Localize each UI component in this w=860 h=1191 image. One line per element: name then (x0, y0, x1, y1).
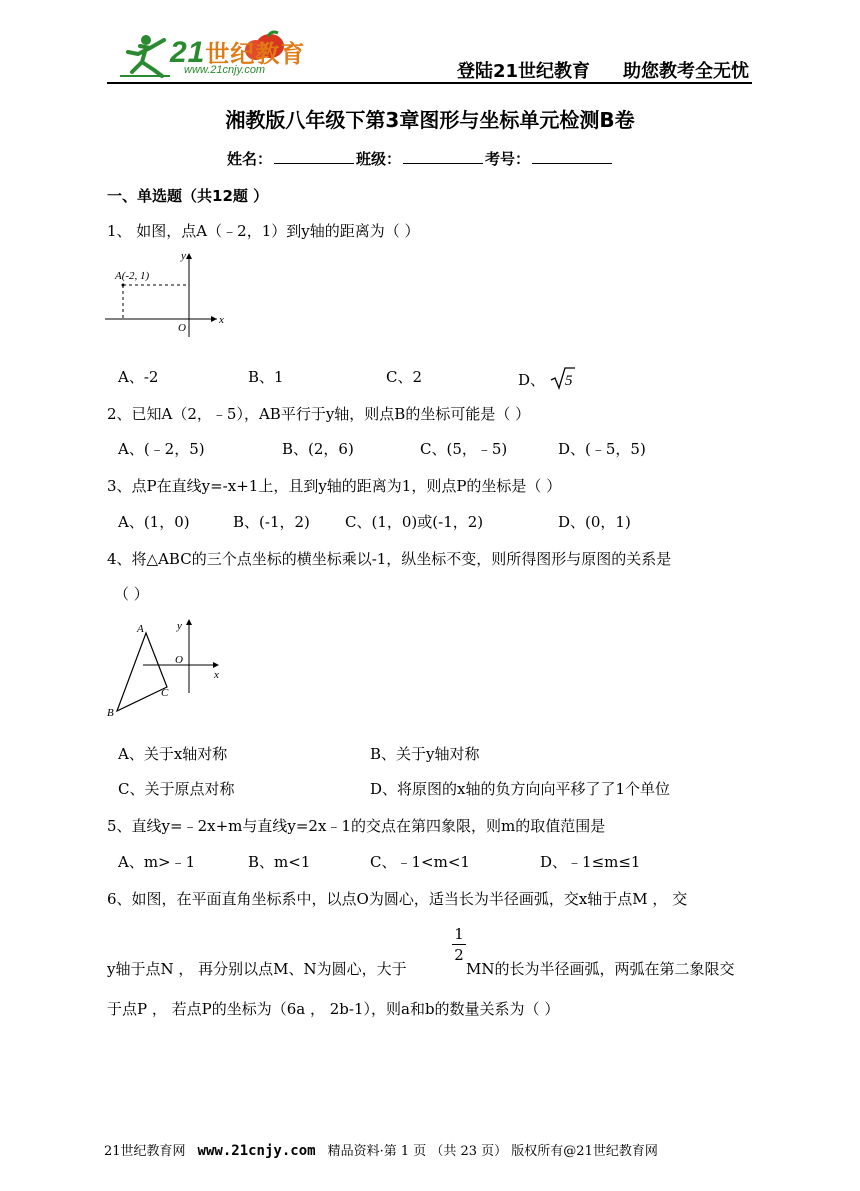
question-5: 5、直线y=﹣2x+m与直线y=2x﹣1的交点在第四象限，则m的取值范围是 (107, 817, 606, 835)
q5-option-d[interactable]: D、﹣1≤m≤1 (540, 853, 641, 871)
section-heading: 一、单选题（共12题 ） (107, 187, 269, 205)
q4-point-a-label: A (137, 623, 144, 635)
q5-option-a[interactable]: A、m>﹣1 (118, 853, 196, 871)
question-6-line-2a: y轴于点N ， 再分别以点M、N为圆心，大于 (107, 960, 407, 978)
q4-figure (105, 615, 230, 720)
logo-wordmark: 21世纪教育 (170, 36, 306, 69)
q2-option-d[interactable]: D、(﹣5，5) (558, 440, 646, 458)
footer-url[interactable]: www.21cnjy.com (197, 1143, 316, 1159)
q3-option-b[interactable]: B、(-1，2) (233, 513, 310, 531)
student-info: 姓名： 班级： 考号： (227, 148, 614, 169)
q1-y-label: y (181, 250, 186, 262)
q1-option-a[interactable]: A、-2 (118, 368, 159, 386)
header-slogan-left: 登陆21世纪教育 (457, 61, 591, 82)
q4-option-d[interactable]: D、将原图的x轴的负方向向平移了了1个单位 (370, 780, 671, 798)
fraction-one-half: 1 2 (452, 924, 466, 965)
logo-url: www.21cnjy.com (184, 64, 266, 76)
question-1: 1、 如图，点A（﹣2，1）到y轴的距离为（ ） (107, 222, 420, 240)
q5-option-b[interactable]: B、m<1 (248, 853, 311, 871)
name-blank[interactable] (274, 149, 354, 164)
q3-option-d[interactable]: D、(0，1) (558, 513, 631, 531)
q1-option-c[interactable]: C、2 (386, 368, 423, 386)
q1-origin-label: O (178, 322, 186, 334)
q1-figure (105, 245, 230, 340)
q2-option-a[interactable]: A、(﹣2，5) (118, 440, 205, 458)
q3-option-a[interactable]: A、(1，0) (118, 513, 190, 531)
question-3: 3、点P在直线y=-x+1上，且到y轴的距离为1，则点P的坐标是（ ） (107, 477, 562, 495)
page-title: 湘教版八年级下第3章图形与坐标单元检测B卷 (225, 108, 635, 132)
q4-point-b-label: B (107, 707, 114, 719)
q2-option-b[interactable]: B、(2，6) (282, 440, 354, 458)
q1-point-a-label: A(-2, 1) (115, 270, 150, 282)
q4-option-a[interactable]: A、关于x轴对称 (118, 745, 228, 763)
q4-option-b[interactable]: B、关于y轴对称 (370, 745, 480, 763)
exam-number-blank[interactable] (532, 149, 612, 164)
q4-origin-label: O (175, 654, 183, 666)
q1-option-b[interactable]: B、1 (248, 368, 284, 386)
class-blank[interactable] (403, 149, 483, 164)
sqrt-icon (550, 366, 576, 390)
question-6-line-3: 于点P ， 若点P的坐标为（6a ， 2b-1），则a和b的数量关系为（ ） (107, 1000, 560, 1018)
question-2: 2、已知A（2，﹣5），AB平行于y轴，则点B的坐标可能是（ ） (107, 405, 531, 423)
q4-y-label: y (177, 620, 182, 632)
header-slogan-right: 助您教考全无忧 (623, 61, 749, 82)
question-6-line-1: 6、如图，在平面直角坐标系中，以点O为圆心，适当长为半径画弧，交x轴于点M ， 交 (107, 890, 688, 908)
q4-point-c-label: C (161, 687, 169, 699)
q1-x-label: x (219, 314, 224, 326)
page-footer: 21世纪教育网 www.21cnjy.com 精品资料·第 1 页 （共 23 页） 版权所有@21世纪教育网 (104, 1143, 658, 1159)
question-4-paren: （ ） (114, 585, 149, 603)
header-divider (107, 82, 752, 84)
question-4: 4、将△ABC的三个点坐标的横坐标乘以-1，纵坐标不变，则所得图形与原图的关系是 (107, 550, 672, 568)
question-6-line-2b: MN的长为半径画弧，两弧在第二象限交 (466, 960, 735, 978)
q2-option-c[interactable]: C、(5，﹣5) (420, 440, 508, 458)
q5-option-c[interactable]: C、﹣1<m<1 (370, 853, 470, 871)
q1-option-d[interactable]: D、 5 (518, 366, 576, 390)
svg-text:5: 5 (564, 373, 573, 389)
q4-option-c[interactable]: C、关于原点对称 (118, 780, 235, 798)
q4-x-label: x (214, 669, 219, 681)
q3-option-c[interactable]: C、(1，0)或(-1，2) (345, 513, 484, 531)
